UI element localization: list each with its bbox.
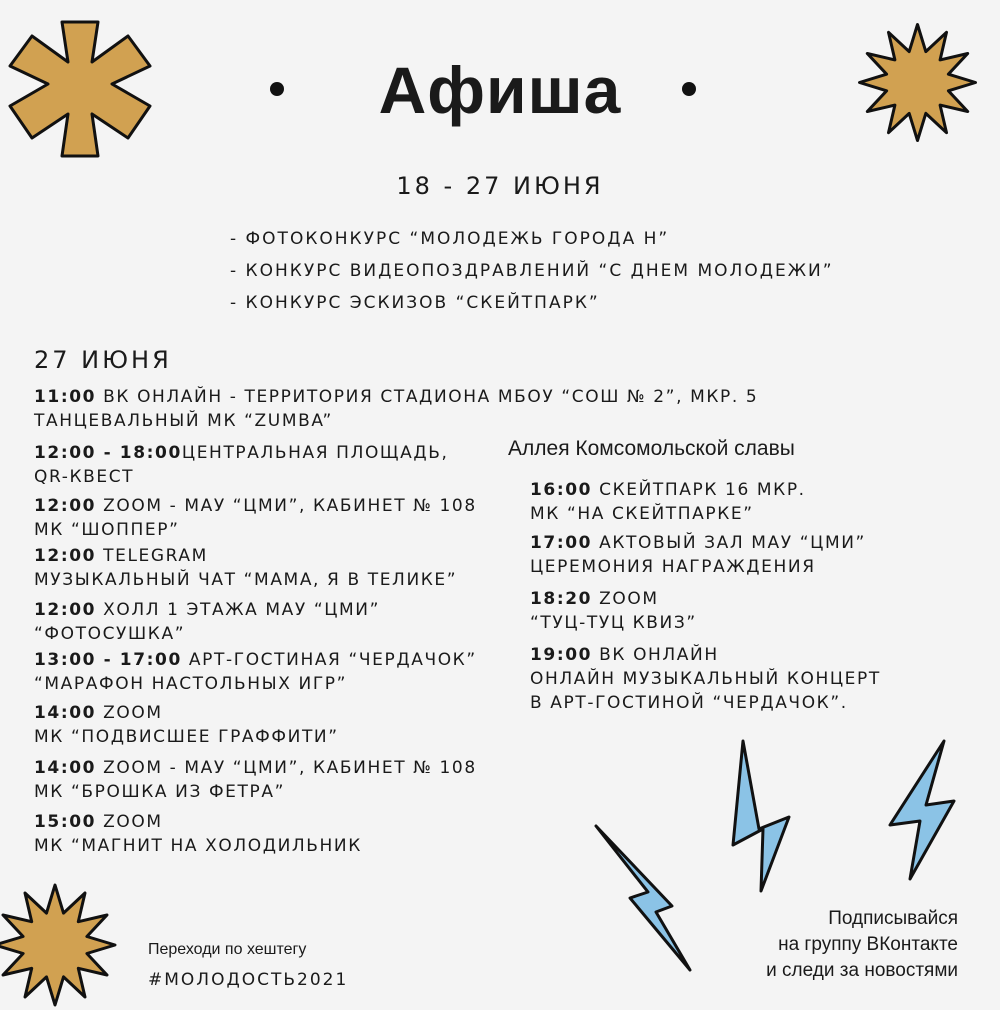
hashtag-note: Переходи по хештегу	[148, 941, 307, 958]
date-range: 18 - 27 ИЮНЯ	[396, 172, 604, 200]
event-item	[530, 643, 881, 715]
event-item	[34, 756, 477, 804]
event-item	[530, 478, 806, 526]
contest-item: - ФОТОКОНКУРС “МОЛОДЕЖЬ ГОРОДА Н”	[230, 229, 670, 249]
lightning-icon	[715, 735, 795, 895]
subscribe-line: на группу ВКонтакте	[778, 934, 958, 955]
event-time: 14:00	[34, 758, 97, 778]
event-time: 13:00 - 17:00	[34, 650, 182, 670]
event-time: 17:00	[530, 533, 593, 553]
event-item	[34, 544, 457, 592]
event-item	[530, 531, 866, 579]
event-time: 16:00	[530, 480, 593, 500]
event-place: ВК ОНЛАЙН	[592, 645, 719, 665]
page-title: Афиша	[378, 53, 622, 127]
event-desc: МК “МАГНИТ НА ХОЛОДИЛЬНИК	[34, 836, 362, 856]
event-place: ХОЛЛ 1 ЭТАЖА МАУ “ЦМИ”	[96, 600, 381, 620]
event-time: 19:00	[530, 645, 593, 665]
event-time: 12:00 - 18:00	[34, 443, 182, 463]
event-desc: ЦЕРЕМОНИЯ НАГРАЖДЕНИЯ	[530, 557, 816, 577]
event-item	[34, 385, 758, 433]
event-time: 15:00	[34, 812, 97, 832]
event-time: 12:00	[34, 496, 97, 516]
event-desc: “МАРАФОН НАСТОЛЬНЫХ ИГР”	[34, 674, 348, 694]
event-desc: QR-КВЕСТ	[34, 467, 135, 487]
event-time: 12:00	[34, 600, 97, 620]
event-place: ZOOM	[592, 589, 659, 609]
event-item	[530, 587, 697, 635]
alley-label: Аллея Комсомольской славы	[508, 437, 795, 460]
event-desc: МУЗЫКАЛЬНЫЙ ЧАТ “МАМА, Я В ТЕЛИКЕ”	[34, 570, 458, 590]
event-place: TELEGRAM	[96, 546, 208, 566]
lightning-icon	[590, 820, 700, 980]
event-time: 11:00	[34, 387, 97, 407]
event-place: АКТОВЫЙ ЗАЛ МАУ “ЦМИ”	[592, 533, 866, 553]
event-place: ZOOM - МАУ “ЦМИ”, КАБИНЕТ № 108	[96, 758, 477, 778]
event-item	[34, 441, 449, 489]
contest-item: - КОНКУРС ЭСКИЗОВ “СКЕЙТПАРК”	[230, 293, 600, 313]
event-place: АРТ-ГОСТИНАЯ “ЧЕРДАЧОК”	[181, 650, 477, 670]
event-desc: ТАНЦЕВАЛЬНЫЙ МК “ZUMBA”	[34, 411, 333, 431]
event-item	[34, 701, 339, 749]
event-item	[34, 494, 477, 542]
event-place: СКЕЙТПАРК 16 МКР.	[592, 480, 806, 500]
event-place: ZOOM	[96, 812, 163, 832]
event-desc: “ФОТОСУШКА”	[34, 624, 186, 644]
day-heading: 27 ИЮНЯ	[34, 346, 172, 374]
title-dot-right	[682, 82, 696, 96]
event-desc: МК “ПОДВИСШЕЕ ГРАФФИТИ”	[34, 727, 339, 747]
event-item	[34, 810, 362, 858]
subscribe-line: Подписывайся	[828, 908, 958, 929]
event-place: ЦЕНТРАЛЬНАЯ ПЛОЩАДЬ,	[181, 443, 449, 463]
event-item	[34, 598, 380, 646]
event-desc: МК “НА СКЕЙТПАРКЕ”	[530, 504, 754, 524]
subscribe-line: и следи за новостями	[766, 960, 958, 981]
lightning-icon	[880, 735, 960, 885]
event-item	[34, 648, 477, 696]
event-desc: ОНЛАЙН МУЗЫКАЛЬНЫЙ КОНЦЕРТ	[530, 669, 881, 689]
event-desc: В АРТ-ГОСТИНОЙ “ЧЕРДАЧОК”.	[530, 693, 848, 713]
event-time: 18:20	[530, 589, 593, 609]
event-time: 12:00	[34, 546, 97, 566]
event-place: ZOOM	[96, 703, 163, 723]
event-desc: МК “БРОШКА ИЗ ФЕТРА”	[34, 782, 285, 802]
event-desc: “ТУЦ-ТУЦ КВИЗ”	[530, 613, 697, 633]
star-burst-icon	[0, 880, 120, 1010]
subscribe-note	[766, 906, 958, 984]
event-time: 14:00	[34, 703, 97, 723]
contest-item: - КОНКУРС ВИДЕОПОЗДРАВЛЕНИЙ “С ДНЕМ МОЛОДЕЖИ”	[230, 261, 834, 281]
event-place: ВК ОНЛАЙН - ТЕРРИТОРИЯ СТАДИОНА МБОУ “СОШ № 2”, МКР. 5	[96, 387, 759, 407]
event-place: ZOOM - МАУ “ЦМИ”, КАБИНЕТ № 108	[96, 496, 477, 516]
hashtag: #МОЛОДОСТЬ2021	[148, 970, 349, 990]
event-desc: МК “ШОППЕР”	[34, 520, 180, 540]
